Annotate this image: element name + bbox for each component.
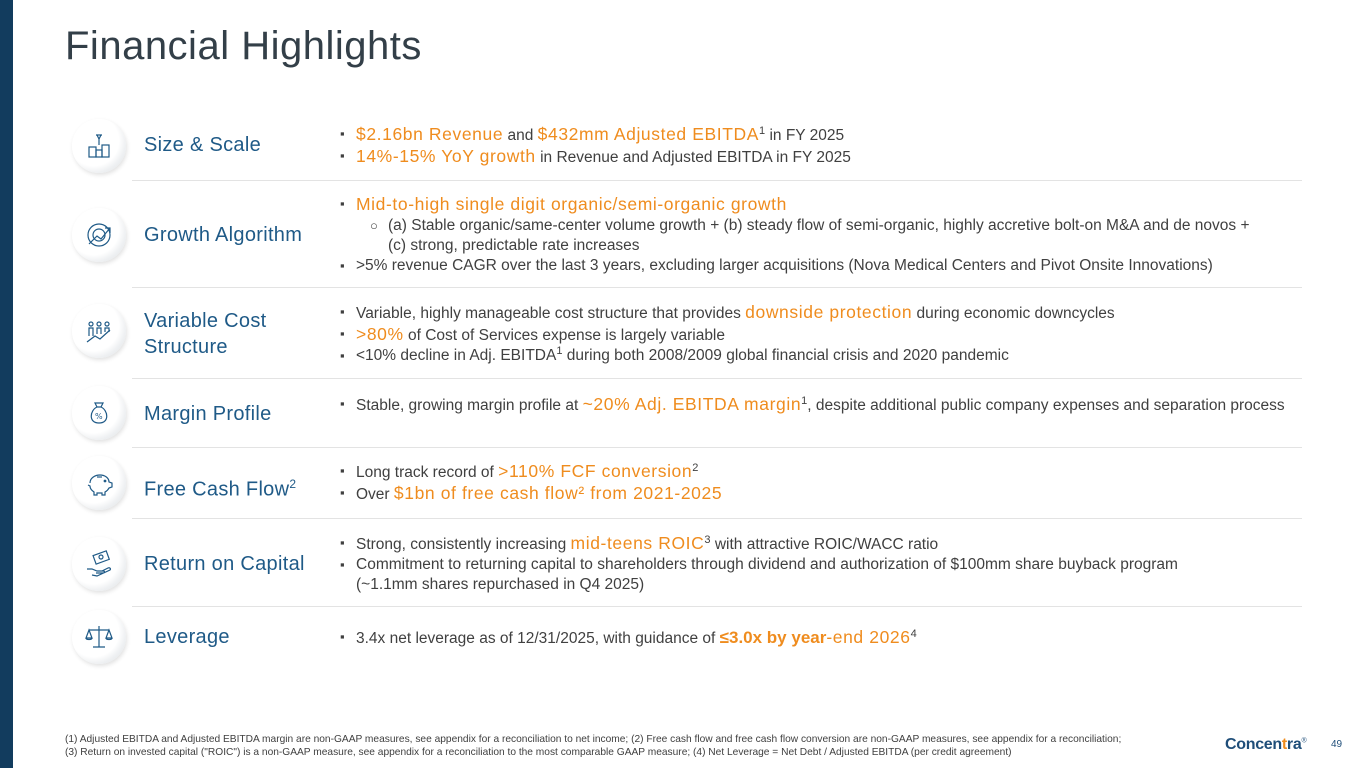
row-leverage <box>60 607 1302 667</box>
building-scale-icon <box>72 119 126 173</box>
sub-bullet: ○ (a) Stable organic/same-center volume growth + (b) steady flow of semi-organic, highly accretive bolt-on M&A and de novos + (c) strong, predictable rate increases <box>340 216 1260 256</box>
highlight: ~20% Adj. EBITDA margin <box>582 394 802 414</box>
bullet <box>340 124 1290 146</box>
highlight: mid-teens ROIC <box>570 533 705 553</box>
row-label: Growth Algorithm <box>144 224 303 246</box>
highlight: $2.16bn Revenue <box>356 124 504 144</box>
svg-text:%: % <box>95 412 103 421</box>
bullet <box>340 461 1290 483</box>
row-bullets <box>340 124 1290 168</box>
highlight: $1bn of free cash flow² from 2021-2025 <box>393 483 723 503</box>
text: and <box>503 127 538 144</box>
superscript: 1 <box>801 394 808 407</box>
logo-text: Concen <box>1225 736 1282 753</box>
superscript: 3 <box>704 533 711 546</box>
text: in Revenue and Adjusted EBITDA in FY 2025 <box>535 149 851 166</box>
text: during both 2008/2009 global financial crisis and 2020 pandemic <box>562 347 1009 364</box>
bullet <box>340 302 1290 324</box>
company-logo <box>1225 736 1306 754</box>
label-superscript: 2 <box>289 477 297 491</box>
piggy-bank-icon <box>72 456 126 510</box>
superscript: 4 <box>910 627 917 640</box>
logo-accent: t <box>1281 736 1287 753</box>
text: , despite additional public company expenses and separation process <box>807 397 1285 414</box>
highlight: $432mm Adjusted EBITDA <box>537 124 760 144</box>
bullet <box>340 627 1290 649</box>
text: Long track record of <box>356 464 499 481</box>
row-growth-algorithm <box>60 181 1302 288</box>
row-label: Margin Profile <box>144 403 272 425</box>
highlight: Mid-to-high single digit organic/semi-organic growth <box>356 194 787 214</box>
text: Variable, highly manageable cost structure that provides <box>356 305 746 322</box>
highlight: 14%-15% YoY growth <box>356 146 536 166</box>
bullet: ▪ Commitment to returning capital to shareholders through dividend and authorization of $100mm share buyback program (~1.1mm shares repurchased in Q4 2025) <box>340 555 1240 595</box>
footnote-line: (1) Adjusted EBITDA and Adjusted EBITDA margin are non-GAAP measures, see appendix for a reconciliation to net income; (2) Free cash flow and free cash flow conversion are non-GAAP measures, see appendix for a reconciliation; <box>65 734 1122 745</box>
balance-scale-icon <box>72 610 126 664</box>
row-variable-cost <box>60 288 1302 379</box>
row-return-on-capital <box>60 519 1302 607</box>
row-bullets <box>340 461 1290 505</box>
highlight: downside protection <box>745 302 913 322</box>
row-size-scale <box>60 110 1302 181</box>
left-accent-bar <box>0 0 13 768</box>
row-bullets <box>340 194 1290 276</box>
row-bullets <box>340 627 1290 649</box>
row-bullets <box>340 302 1290 366</box>
row-free-cash-flow <box>60 448 1302 519</box>
page-number: 49 <box>1331 739 1343 750</box>
bullet <box>340 346 1290 366</box>
text: <10% decline in Adj. EBITDA <box>356 347 557 364</box>
growth-target-icon <box>72 208 126 262</box>
logo-registered: ® <box>1301 737 1307 745</box>
text: during economic downcycles <box>912 305 1115 322</box>
highlight: -end 2026 <box>826 627 911 647</box>
superscript: 2 <box>692 461 699 474</box>
highlight: >80% <box>356 324 404 344</box>
row-label: Variable Cost Structure <box>144 310 267 358</box>
text: 3.4x net leverage as of 12/31/2025, with guidance of <box>356 630 720 647</box>
hand-money-icon <box>72 537 126 591</box>
row-bullets <box>340 533 1290 595</box>
bullet <box>340 533 1290 555</box>
text: in FY 2025 <box>765 127 845 144</box>
row-bullets <box>340 394 1290 416</box>
row-label <box>144 471 296 503</box>
footnotes <box>65 733 1195 759</box>
people-chart-icon <box>72 304 126 358</box>
bullet <box>340 394 1290 416</box>
bullet <box>340 146 1290 168</box>
label-text: Free Cash Flow <box>144 478 290 501</box>
bullet <box>340 483 1290 505</box>
highlight-bold: ≤3.0x by year <box>719 628 827 647</box>
percent-bag-icon <box>72 386 126 440</box>
row-label: Size & Scale <box>144 134 261 156</box>
row-label: Return on Capital <box>144 553 305 575</box>
text: with attractive ROIC/WACC ratio <box>710 536 939 553</box>
bullet <box>340 324 1290 346</box>
row-margin-profile <box>60 379 1302 448</box>
highlight: >110% FCF conversion <box>498 461 693 481</box>
page-title: Financial Highlights <box>65 24 422 68</box>
logo-text: ra <box>1286 736 1302 753</box>
text: Stable, growing margin profile at <box>356 397 583 414</box>
superscript: 1 <box>759 124 766 137</box>
bullet <box>340 194 1290 216</box>
footnote-line: (3) Return on invested capital ("ROIC") is a non-GAAP measure, see appendix for a reconciliation to the most comparable GAAP measure; (4) Net Leverage = Net Debt / Adjusted EBITDA (per credit agreement) <box>65 747 1012 758</box>
row-label: Leverage <box>144 626 230 648</box>
text: Over <box>356 486 394 503</box>
bullet: ▪ >5% revenue CAGR over the last 3 years, excluding larger acquisitions (Nova Medical Centers and Pivot Onsite Innovations) <box>340 256 1290 276</box>
superscript: 1 <box>556 344 563 357</box>
text: Strong, consistently increasing <box>356 536 571 553</box>
text: of Cost of Services expense is largely variable <box>403 327 726 344</box>
